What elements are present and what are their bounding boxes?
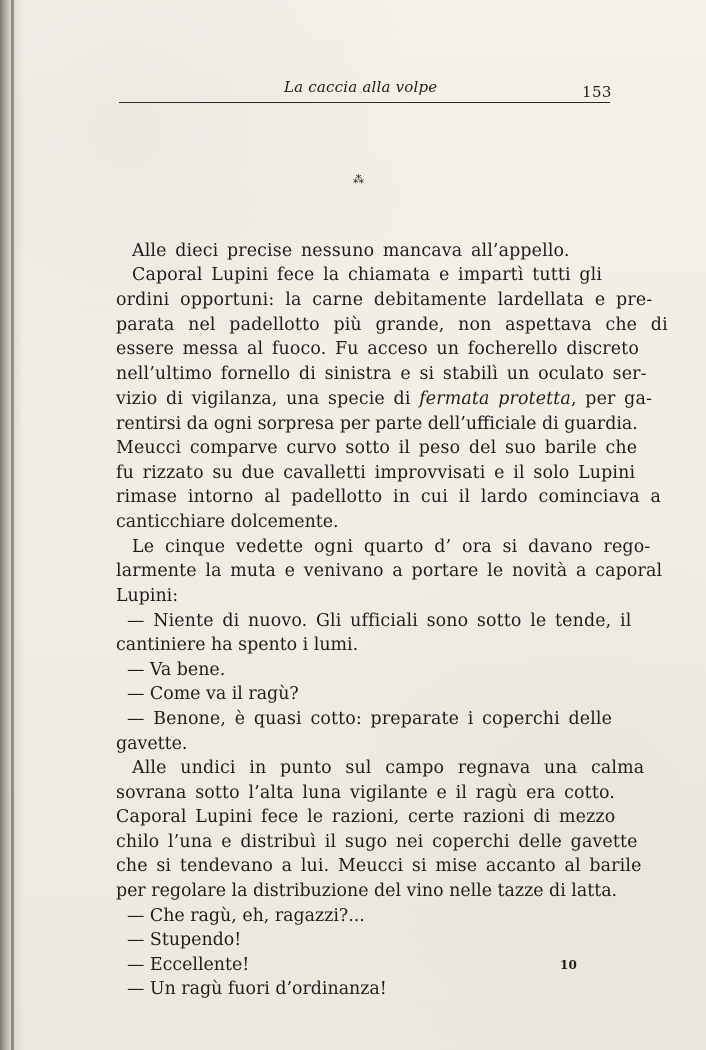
dialogue-line-5: — Benone, è quasi cotto: preparate i coperchi delle [127, 709, 613, 729]
dialogue-line-3: — Va bene. [127, 660, 226, 680]
paragraph-line-18: Caporal Lupini fece le razioni, certe razioni di mezzo [116, 807, 616, 827]
italic-phrase-fermata-protetta: fermata protetta [419, 389, 571, 409]
paragraph-line-1: Alle dieci precise nessuno mancava all’appello. [132, 241, 570, 261]
page-binding-edge [0, 0, 24, 1050]
paragraph-line-11: rimase intorno al padellotto in cui il lardo cominciava a [116, 487, 662, 507]
paragraph-line-4: parata nel padellotto più grande, non aspettava che di [116, 315, 668, 335]
paragraph-line-9: Meucci comparve curvo sotto il peso del suo barile che [116, 438, 638, 458]
paragraph-line-7-part-3: , per ga- [570, 389, 653, 409]
dialogue-line-1: — Niente di nuovo. Gli ufficiali sono sotto le tende, il [127, 611, 632, 631]
paragraph-line-19: chilo l’una e distribuì il sugo nei coperchi delle gavette [116, 832, 638, 852]
paragraph-line-17: sovrana sotto l’alta luna vigilante e il ragù era cotto. [116, 783, 615, 803]
header-rule [119, 102, 610, 103]
dialogue-line-2: cantiniere ha spento i lumi. [116, 635, 359, 655]
paragraph-line-14: larmente la muta e venivano a portare le novità a caporal [116, 561, 663, 581]
dialogue-line-8: — Stupendo! [127, 930, 242, 950]
paragraph-line-8: rentirsi da ogni sorpresa per parte dell’ufficiale di guardia. [116, 414, 638, 434]
paragraph-line-6: nell’ultimo fornello di sinistra e si stabilì un oculato ser- [116, 364, 647, 384]
running-header-title: La caccia alla volpe [284, 78, 438, 96]
dialogue-line-7: — Che ragù, eh, ragazzi?... [127, 906, 365, 926]
paragraph-line-2: Caporal Lupini fece la chiamata e impartì tutti gli [132, 265, 603, 285]
page-number: 153 [582, 83, 612, 101]
section-ornament: ⁂ [353, 173, 365, 186]
dialogue-line-10: — Un ragù fuori d’ordinanza! [127, 979, 387, 999]
paragraph-line-12: canticchiare dolcemente. [116, 512, 339, 532]
paragraph-line-7-part-1: vizio di vigilanza, una specie di [116, 389, 420, 409]
signature-mark: 10 [560, 958, 578, 972]
dialogue-line-4: — Come va il ragù? [127, 684, 299, 704]
paragraph-line-13: Le cinque vedette ogni quarto d’ ora si davano rego- [132, 537, 651, 557]
paragraph-line-21: per regolare la distribuzione del vino nelle tazze di latta. [116, 881, 618, 901]
paragraph-line-15: Lupini: [116, 586, 179, 606]
paragraph-line-3: ordini opportuni: la carne debitamente lardellata e pre- [116, 290, 653, 310]
paragraph-line-5: essere messa al fuoco. Fu acceso un focherello discreto [116, 339, 639, 359]
dialogue-line-9: — Eccellente! [127, 955, 250, 975]
dialogue-line-6: gavette. [116, 734, 188, 754]
paragraph-line-20: che si tendevano a lui. Meucci si mise accanto al barile [116, 856, 642, 876]
paragraph-line-16: Alle undici in punto sul campo regnava una calma [132, 758, 645, 778]
paragraph-line-7-composite [116, 391, 652, 408]
paragraph-line-10: fu rizzato su due cavalletti improvvisati e il solo Lupini [116, 463, 636, 483]
